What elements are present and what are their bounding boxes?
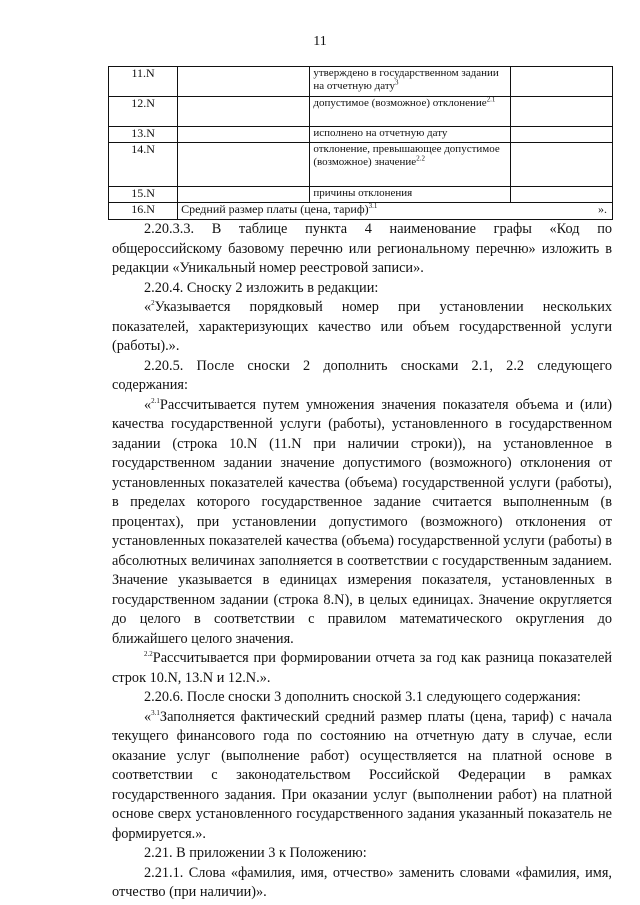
data-table (108, 66, 613, 220)
table-row (109, 97, 613, 127)
table-cell (510, 127, 612, 143)
paragraph: 2.21.1. Слова «фамилия, имя, отчество» заменить словами «фамилия, имя, отчество (при наличии)». (112, 864, 612, 900)
table-row (109, 143, 613, 187)
document-body (112, 220, 612, 903)
paragraph: 2.20.6. После сноски 3 дополнить сноской 3.1 следующего содержания: (144, 689, 581, 705)
table-cell (178, 127, 310, 143)
table-cell: отклонение, превышающее допустимое (возможное) значение$^{2.2}$ (310, 143, 510, 187)
paragraph: 2.20.4. Сноску 2 изложить в редакции: (144, 279, 379, 296)
paragraph: $^{2.2}$Рассчитывается при формировании отчета за год как разница показателей строк 10.N, 13.N и 12.N.». (112, 650, 612, 686)
table-cell (510, 143, 612, 187)
row-number: 16.N (109, 203, 178, 220)
paragraph: 2.20.5. После сноски 2 дополнить сносками 2.1, 2.2 следующего содержания: (112, 357, 612, 393)
table-cell (178, 67, 310, 97)
table-cell: Средний размер платы (цена, тариф)$^{3.1}$ ». (178, 203, 613, 220)
table-cell (510, 67, 612, 97)
row-number: 11.N (109, 67, 178, 97)
paragraph: «$^{3.1}$Заполняется фактический средний размер платы (цена, тариф) с начала текущего финансового года по состоянию на отчетную дату в случае, если оказание услуг (выполнение работ) осуществляется на платной основе в соответствии с законодательством Российской Федерации в рамках государственного задания. При оказании услуг (выполнении работ) на платной основе сверх установленного государственного задания указанный показатель не формируется.». (112, 708, 612, 842)
table-cell (510, 187, 612, 203)
row-number: 14.N (109, 143, 178, 187)
table-cell (178, 97, 310, 127)
row-number: 15.N (109, 187, 178, 203)
paragraph: «$^2$Указывается порядковый номер при установлении нескольких показателей, характеризующих качество или объем государственной услуги (работы).». (112, 299, 612, 354)
table-cell: исполнено на отчетную дату (310, 127, 510, 143)
paragraph: 2.21. В приложении 3 к Положению: (144, 845, 367, 861)
table-cell: причины отклонения (310, 187, 510, 203)
paragraph: «$^{2.1}$Рассчитывается путем умножения значения показателя объема и (или) качества государственной услуги (работы), установленного в государственном задании (строка 10.N (11.N при наличии строки)), на установленное в государственном задании значение допустимого (возможного) отклонения от установленных показателей качества (объема) государственной услуги (работы), в пределах которого государственное задание считается выполненным (в процентах), при установлении допустимого (возможного) отклонения от установленных показателей качества (объема) государственной услуги (работы) в абсолютных величинах заполняется в соответствии с государственным заданием. Значение указывается в единицах измерения показателя, установленных в государственном задании (строка 8.N), в целых единицах. Значение округляется до целого в соответствии с правилом математического округления до ближайшего целого значения. (112, 396, 612, 647)
row-number: 12.N (109, 97, 178, 127)
paragraph: 2.20.3.3. В таблице пункта 4 наименование графы «Код по общероссийскому базовому перечню или региональному перечню» изложить в редакции «Уникальный номер реестровой записи». (112, 221, 612, 276)
table-row (109, 127, 613, 143)
table-cell (178, 143, 310, 187)
table-row (109, 203, 613, 220)
table-cell (178, 187, 310, 203)
page-number: 11 (313, 34, 327, 49)
table-cell: утверждено в государственном задании на отчетную дату$^3$ (310, 67, 510, 97)
table-row (109, 67, 613, 97)
row-number: 13.N (109, 127, 178, 143)
table-row (109, 187, 613, 203)
table-cell: допустимое (возможное) отклонение$^{2.1}$ (310, 97, 510, 127)
table-cell (510, 97, 612, 127)
